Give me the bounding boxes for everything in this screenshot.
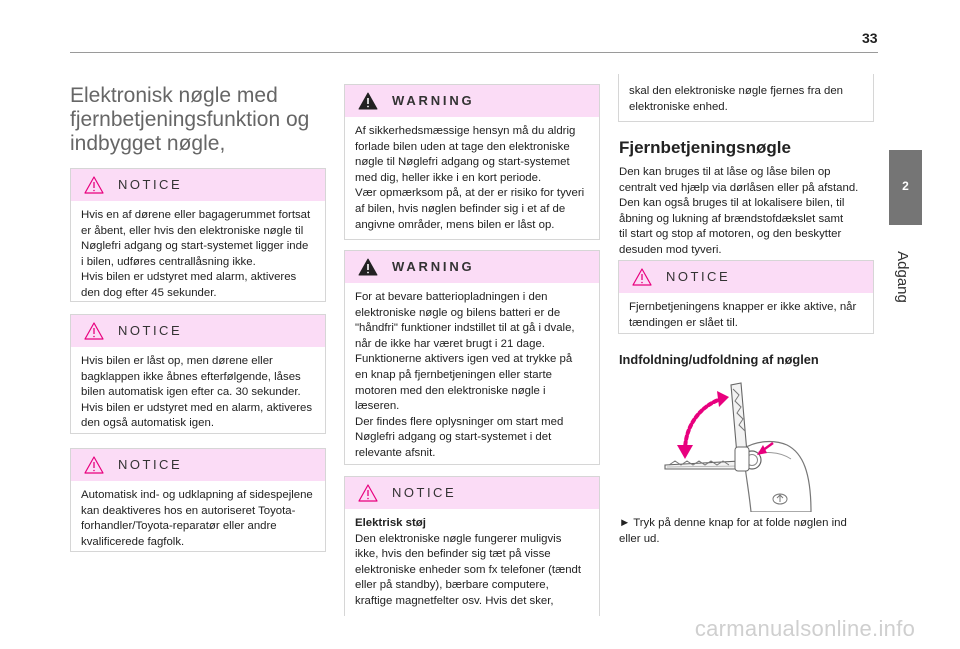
text-line: Den elektroniske nøgle fungerer muligvis — [355, 532, 562, 545]
notice-triangle-icon — [84, 176, 104, 194]
text-line: elektroniske enhed. — [629, 100, 728, 113]
section-text — [619, 165, 869, 259]
notice-box-1 — [70, 168, 326, 302]
notice-body — [71, 201, 325, 302]
text-line: skal den elektroniske nøgle fjernes fra den — [629, 85, 844, 97]
warning-header — [345, 85, 599, 117]
text-line: bagklappen ikke åbnes efterfølgende, låses — [81, 370, 301, 383]
notice-header — [619, 261, 873, 293]
text-line: med dig, heller ikke i en kort periode. — [355, 171, 542, 184]
key-fold-illustration-icon — [655, 381, 821, 512]
text-line: åbning og lukning af brændstofdækslet samt — [619, 212, 844, 225]
text-line: centralt ved hjælp via dørlåsen eller på afstand. — [619, 181, 859, 194]
notice-header — [71, 169, 325, 201]
text-line: For at bevare batteriopladningen i den — [355, 291, 548, 303]
text-line: kvalificerede fagfolk. — [81, 535, 185, 548]
text-line: ► Tryk på denne knap for at folde nøglen ind — [619, 517, 847, 529]
page-title: Elektronisk nøgle med fjernbetjeningsfunktion og indbygget nøgle, — [70, 84, 310, 155]
sub-title: Indfoldning/udfoldning af nøglen — [619, 352, 819, 367]
warning-box-1 — [344, 84, 600, 240]
notice-header — [71, 315, 325, 347]
text-line: angivne områder, mens bilen er låst op. — [355, 218, 555, 231]
text-line: Hvis bilen er låst op, men dørene eller — [81, 355, 273, 367]
text-line: Funktionerne aktivers igen ved at trykke på — [355, 353, 573, 366]
text-line: forlade bilen uden at tage den elektroniske — [355, 140, 570, 153]
notice-title: NOTICE — [666, 269, 731, 284]
warning-title: WARNING — [392, 93, 475, 108]
text-line: motoren med den elektroniske nøgle i — [355, 384, 546, 397]
text-line: en knap på fjernbetjeningen eller starte — [355, 368, 552, 381]
notice-triangle-icon — [632, 268, 652, 286]
text-line: kan deaktiveres hos en autoriseret Toyota- — [81, 504, 296, 517]
notice-body — [71, 481, 325, 550]
text-line: Der findes flere oplysninger om start med — [355, 415, 564, 428]
warning-triangle-icon — [358, 92, 378, 110]
chapter-number: 2 — [902, 179, 909, 193]
warning-triangle-icon — [358, 258, 378, 276]
warning-box-2 — [344, 250, 600, 465]
text-line: til start og stop af motoren, og den beskytter — [619, 228, 842, 241]
text-line: læseren. — [355, 400, 400, 413]
text-line: kraftige magnetfelter osv. Hvis det sker, — [355, 594, 554, 607]
notice-title: NOTICE — [392, 485, 457, 500]
notice-triangle-icon — [84, 456, 104, 474]
notice-triangle-icon — [358, 484, 378, 502]
text-line: Automatisk ind- og udklapning af sidespejlene — [81, 489, 313, 501]
text-line: den dog efter 45 sekunder. — [81, 286, 217, 299]
top-rule — [70, 52, 878, 53]
text-line: tændingen er slået til. — [629, 316, 738, 329]
text-line: Nøglefri adgang og start-systemet ligger inde — [81, 240, 309, 253]
notice-triangle-icon — [84, 322, 104, 340]
text-line: bilen automatisk igen efter ca. 30 sekunder. — [81, 386, 301, 399]
notice-box-5 — [618, 260, 874, 334]
notice-box-2 — [70, 314, 326, 434]
text-line: nøgle til Nøglefri adgang og start-systemet — [355, 156, 570, 169]
text-line: forhandler/Toyota-reparatør eller andre — [81, 520, 277, 533]
warning-header — [345, 251, 599, 283]
text-line: af bilen, hvis nøglen befinder sig i et af de — [355, 202, 566, 215]
text-line: ikke, hvis den befinder sig tæt på visse — [355, 548, 551, 561]
notice-box-4 — [344, 476, 600, 616]
notice-header — [71, 449, 325, 481]
text-line: den også automatisk igen. — [81, 417, 214, 430]
text-line: Nøglefri adgang og start-systemet i det — [355, 431, 552, 444]
text-line: "håndfri" funktioner indstillet til at gå i dvale, — [355, 322, 575, 335]
text-line: Den kan også bruges til at lokalisere bilen, til — [619, 197, 845, 210]
text-line: Den kan bruges til at låse og låse bilen op — [619, 166, 831, 178]
text-line: er åbent, eller hvis den elektroniske nøgle til — [81, 224, 304, 237]
chapter-label: Adgang — [894, 251, 911, 303]
notice-title: NOTICE — [118, 323, 183, 338]
text-line: når de ikke har været brugt i 21 dage. — [355, 337, 545, 350]
chapter-tab[interactable] — [889, 150, 922, 225]
text-line: desuden mod tyveri. — [619, 243, 722, 256]
text-line: elektroniske enheder som fx telefoner (tændt — [355, 563, 582, 576]
text-line: i bilen, udføres centrallåsning ikke. — [81, 255, 256, 268]
text-line: Fjernbetjeningens knapper er ikke aktive, når — [629, 301, 857, 313]
notice-body — [345, 509, 599, 610]
page-number: 33 — [862, 30, 878, 46]
notice-box-3 — [70, 448, 326, 552]
text-line: Vær opmærksom på, at der er risiko for tyveri — [355, 187, 585, 200]
text-line: eller ud. — [619, 532, 660, 545]
continuation-box — [618, 74, 874, 122]
text-line: Hvis en af dørene eller bagagerummet fortsat — [81, 209, 311, 221]
section-title: Fjernbetjeningsnøgle — [619, 138, 791, 157]
notice-body — [71, 347, 325, 432]
text-line: Af sikkerhedsmæssige hensyn må du aldrig — [355, 125, 576, 137]
notice-bold-heading: Elektrisk støj — [355, 517, 426, 529]
continuation-body — [619, 74, 873, 115]
warning-body — [345, 283, 599, 462]
notice-title: NOTICE — [118, 177, 183, 192]
text-line: relevante afsnit. — [355, 446, 436, 459]
warning-body — [345, 117, 599, 233]
text-line: eller på standby), bærbare computere, — [355, 579, 549, 592]
notice-title: NOTICE — [118, 457, 183, 472]
text-line: Hvis bilen er udstyret med alarm, aktiveres — [81, 271, 297, 284]
warning-title: WARNING — [392, 259, 475, 274]
watermark: carmanualsonline.info — [694, 616, 916, 641]
text-line: Hvis bilen er udstyret med en alarm, aktiveres — [81, 401, 313, 414]
text-line: elektroniske nøgle og bilens batteri er de — [355, 306, 561, 319]
notice-body — [619, 293, 873, 331]
figure-caption — [619, 516, 869, 547]
notice-header — [345, 477, 599, 509]
